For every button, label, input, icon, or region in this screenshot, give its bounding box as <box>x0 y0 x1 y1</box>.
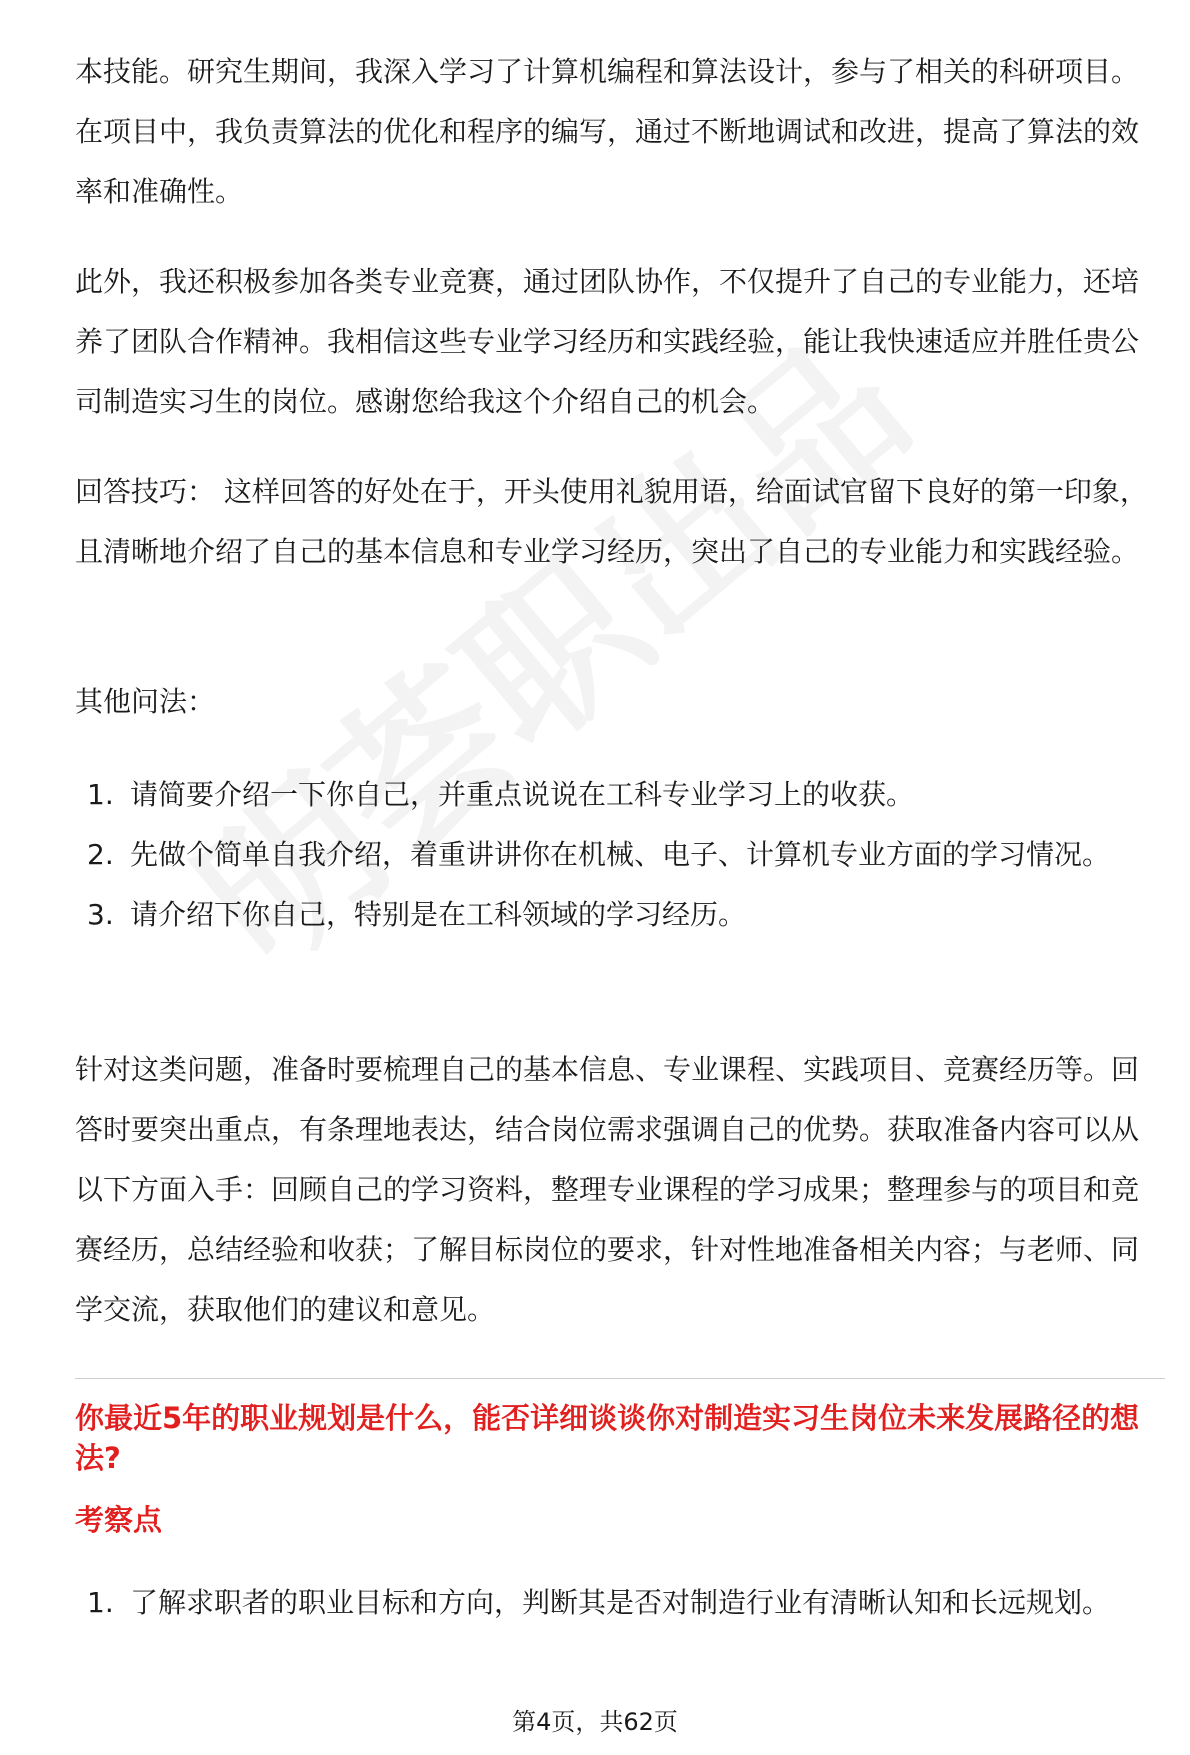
paragraph-answer-closing: 此外，我还积极参加各类专业竞赛，通过团队协作，不仅提升了自己的专业能力，还培养了团队合作精神。我相信这些专业学习经历和实践经验，能让我快速适应并胜任贵公司制造实习生的岗位。感谢您给我这个介绍自己的机会。 <box>75 265 1140 418</box>
list-item-text: 请介绍下你自己，特别是在工科领域的学习经历。 <box>130 898 747 931</box>
list-number: 3. <box>87 898 114 931</box>
paragraph-answer-continued: 本技能。研究生期间，我深入学习了计算机编程和算法设计，参与了相关的科研项目。在项目中，我负责算法的优化和程序的编写，通过不断地调试和改进，提高了算法的效率和准确性。 <box>75 55 1140 208</box>
assessment-points-list <box>75 1573 1110 1633</box>
list-item-text: 了解求职者的职业目标和方向，判断其是否对制造行业有清晰认知和长远规划。 <box>130 1586 1111 1619</box>
list-item <box>75 765 1110 825</box>
list-item <box>75 825 1110 885</box>
question-title: 你最近5年的职业规划是什么，能否详细谈谈你对制造实习生岗位未来发展路径的想法? <box>75 1401 1140 1475</box>
paragraph-answer-tips: 回答技巧： 这样回答的好处在于，开头使用礼貌用语，给面试官留下良好的第一印象，且清晰地介绍了自己的基本信息和专业学习经历，突出了自己的专业能力和实践经验。 <box>75 475 1148 568</box>
other-questions-heading: 其他问法： <box>75 685 216 718</box>
section-divider <box>75 1378 1165 1379</box>
assessment-point-heading: 考察点 <box>75 1503 163 1537</box>
other-questions-list <box>75 765 1110 945</box>
list-number: 1. <box>87 778 114 811</box>
list-item-text: 先做个简单自我介绍，着重讲讲你在机械、电子、计算机专业方面的学习情况。 <box>130 838 1111 871</box>
list-number: 2. <box>87 838 114 871</box>
list-number: 1. <box>87 1586 114 1619</box>
list-item <box>75 885 1110 945</box>
paragraph-preparation-advice: 针对这类问题，准备时要梳理自己的基本信息、专业课程、实践项目、竞赛经历等。回答时要突出重点，有条理地表达，结合岗位需求强调自己的优势。获取准备内容可以从以下方面入手：回顾自己的学习资料，整理专业课程的学习成果；整理参与的项目和竞赛经历，总结经验和收获；了解目标岗位的要求，针对性地准备相关内容；与老师、同学交流，获取他们的建议和意见。 <box>75 1053 1140 1326</box>
list-item-text: 请简要介绍一下你自己，并重点说说在工科专业学习上的收获。 <box>130 778 915 811</box>
list-item <box>75 1573 1110 1633</box>
page-footer: 第4页，共62页 <box>512 1708 678 1736</box>
